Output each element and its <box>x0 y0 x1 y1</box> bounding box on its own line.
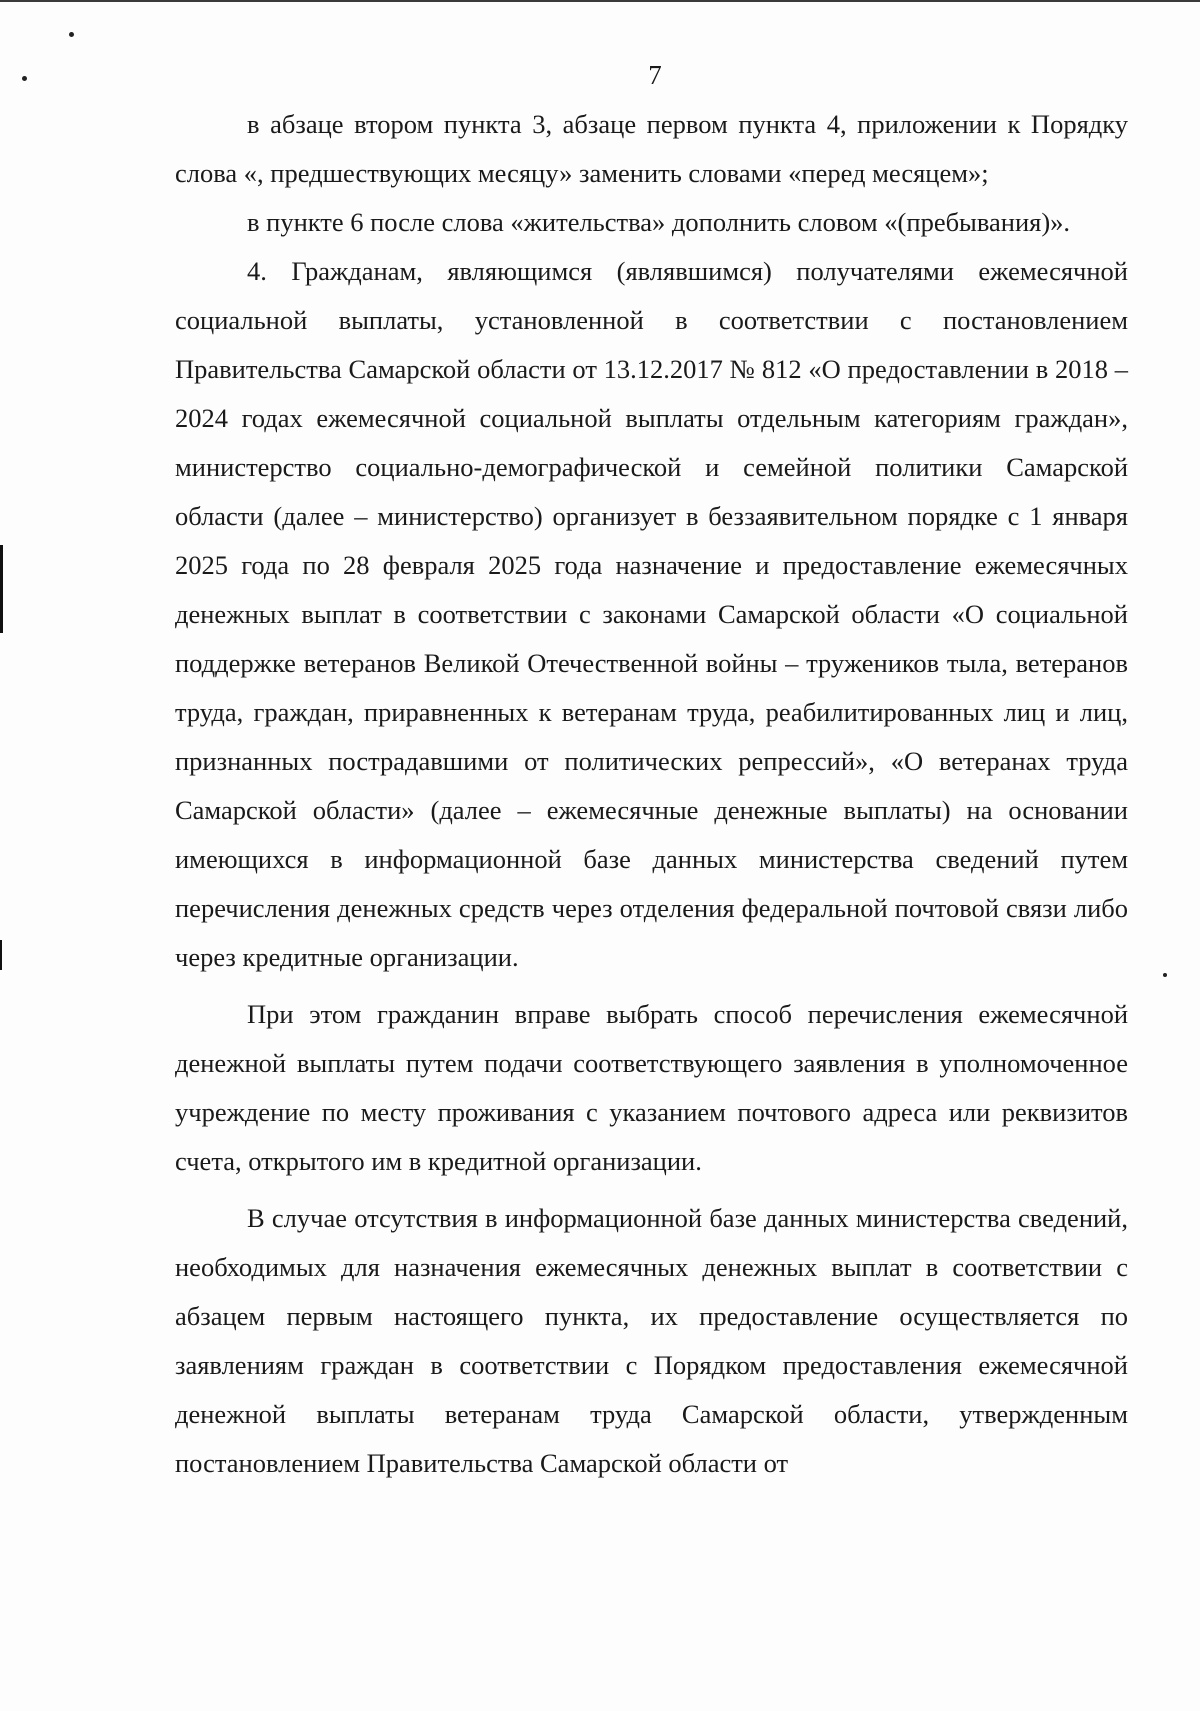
paragraph: 4. Гражданам, являющимся (являвшимся) получателями ежемесячной социальной выплаты, установленной в соответствии с постановлением Правительства Самарской области от 13.12.2017 № 812 «О предоставлении в 2018 – 2024 годах ежемесячной социальной выплаты отдельным категориям граждан», министерство социально-демографической и семейной политики Самарской области (далее – министерство) организует в беззаявительном порядке с 1 января 2025 года по 28 февраля 2025 года назначение и предоставление ежемесячных денежных выплат в соответствии с законами Самарской области «О социальной поддержке ветеранов Великой Отечественной войны – тружеников тыла, ветеранов труда, граждан, приравненных к ветеранам труда, реабилитированных лиц и лиц, признанных пострадавшими от политических репрессий», «О ветеранах труда Самарской области» (далее – ежемесячные денежные выплаты) на основании имеющихся в информационной базе данных министерства сведений путем перечисления денежных средств через отделения федеральной почтовой связи либо через кредитные организации. <box>175 256 1128 972</box>
paragraph: в пункте 6 после слова «жительства» дополнить словом «(пребывания)». <box>247 207 1071 237</box>
paragraph: в абзаце втором пункта 3, абзаце первом пункта 4, приложении к Порядку слова «, предшествующих месяцу» заменить словами «перед месяцем»; <box>175 109 1128 188</box>
paragraph: При этом гражданин вправе выбрать способ перечисления ежемесячной денежной выплаты путем подачи соответствующего заявления в уполномоченное учреждение по месту проживания с указанием почтового адреса или реквизитов счета, открытого им в кредитной организации. <box>175 999 1128 1176</box>
scan-left-edge-mark <box>0 545 3 633</box>
paragraph: В случае отсутствия в информационной базе данных министерства сведений, необходимых для назначения ежемесячных денежных выплат в соответствии с абзацем первым настоящего пункта, их предоставление осуществляется по заявлениям граждан в соответствии с Порядком предоставления ежемесячной денежной выплаты ветеранам труда Самарской области, утвержденным постановлением Правительства Самарской области от <box>175 1203 1128 1478</box>
scan-left-edge-mark <box>0 940 2 970</box>
document-body <box>175 100 1128 1488</box>
scan-top-edge <box>0 0 1200 2</box>
page-number: 7 <box>648 60 662 90</box>
scan-speck <box>1163 973 1167 977</box>
scan-speck <box>69 32 74 37</box>
